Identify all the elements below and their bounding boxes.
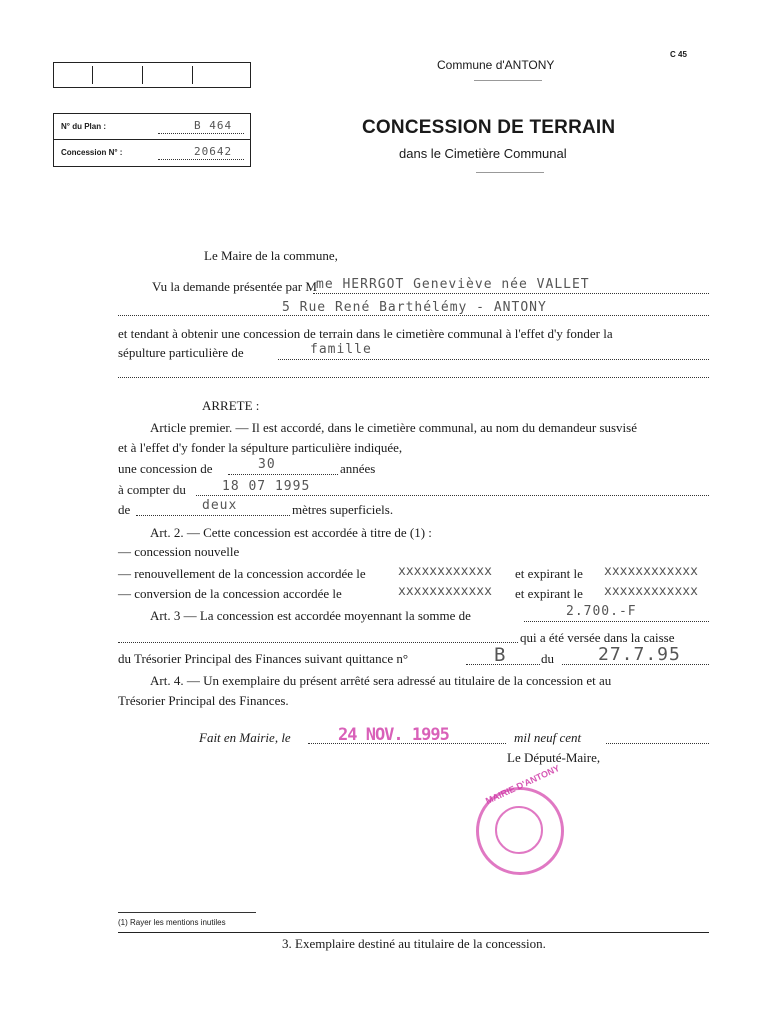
commune-underline bbox=[474, 80, 542, 81]
plan-box bbox=[53, 113, 251, 167]
code-box-divider bbox=[92, 66, 93, 84]
adresse-dots bbox=[118, 315, 709, 316]
arrete-heading: ARRETE : bbox=[202, 398, 260, 413]
commune-name: Commune d'ANTONY bbox=[437, 58, 555, 72]
concession-number-value: 20642 bbox=[194, 145, 233, 158]
concession-nouvelle: — concession nouvelle bbox=[118, 544, 240, 559]
metres-label: mètres superficiels. bbox=[292, 502, 394, 517]
date-debut-value: 18 07 1995 bbox=[222, 479, 311, 494]
quittance-value: B bbox=[494, 644, 507, 666]
code-box-divider bbox=[192, 66, 193, 84]
tresorier-line: du Trésorier Principal des Finances suivant quittance n° bbox=[118, 651, 409, 666]
conversion-expirant-label: et expirant le bbox=[515, 586, 583, 601]
date-stamp: 24 NOV. 1995 bbox=[338, 725, 449, 745]
surface-dots bbox=[136, 515, 290, 516]
date-debut-dots bbox=[196, 495, 709, 496]
demande-prefix: Vu la demande présentée par M bbox=[152, 279, 317, 294]
annees-label: années bbox=[340, 461, 376, 476]
footer-rule bbox=[118, 932, 709, 933]
sepulture-dots bbox=[278, 359, 709, 360]
conversion-crossed-date: xxxxxxxxxxxx bbox=[398, 584, 492, 599]
plan-number-dots bbox=[158, 133, 244, 134]
conversion-crossed-expiry: xxxxxxxxxxxx bbox=[604, 584, 698, 599]
demandeur-dots bbox=[313, 293, 709, 294]
sepulture-prefix: sépulture particulière de bbox=[118, 345, 244, 360]
article4-line1: Art. 4. — Un exemplaire du présent arrêté sera adressé au titulaire de la concession et au bbox=[150, 673, 612, 688]
a-compter-label: à compter du bbox=[118, 482, 186, 497]
du-label: du bbox=[541, 651, 554, 666]
tendant-line: et tendant à obtenir une concession de terrain dans le cimetière communal à l'effet d'y fonder la bbox=[118, 326, 613, 341]
document-subtitle: dans le Cimetière Communal bbox=[399, 146, 567, 161]
signataire-label: Le Député-Maire, bbox=[507, 750, 601, 765]
maire-line: Le Maire de la commune, bbox=[204, 248, 338, 263]
document-title: CONCESSION DE TERRAIN bbox=[362, 117, 616, 138]
renouvellement-expirant-label: et expirant le bbox=[515, 566, 583, 581]
fait-en-mairie-label: Fait en Mairie, le bbox=[199, 730, 291, 745]
date-quittance-value: 27.7.95 bbox=[598, 644, 681, 665]
duree-dots bbox=[228, 474, 338, 475]
seal-inner-ring bbox=[495, 806, 543, 854]
duree-value: 30 bbox=[258, 457, 276, 472]
mil-neuf-cent-label: mil neuf cent bbox=[514, 730, 582, 745]
demandeur-name: me HERRGOT Geneviève née VALLET bbox=[316, 277, 590, 292]
somme-lettres-dots bbox=[118, 642, 518, 643]
plan-number-value: B 464 bbox=[194, 119, 233, 132]
plan-number-label: N° du Plan : bbox=[61, 122, 106, 131]
renouvellement-crossed-expiry: xxxxxxxxxxxx bbox=[604, 564, 698, 579]
somme-dots bbox=[524, 621, 709, 622]
footnote-text: (1) Rayer les mentions inutiles bbox=[118, 918, 226, 927]
surface-value: deux bbox=[202, 498, 238, 513]
de-label: de bbox=[118, 502, 131, 517]
footnote-rule bbox=[118, 912, 256, 913]
renouvellement-crossed-date: xxxxxxxxxxxx bbox=[398, 564, 492, 579]
annee-dots bbox=[606, 743, 709, 744]
exemplaire-line: 3. Exemplaire destiné au titulaire de la concession. bbox=[282, 936, 546, 951]
concession-number-label: Concession N° : bbox=[61, 148, 123, 157]
article1-line1: Article premier. — Il est accordé, dans le cimetière communal, au nom du demandeur susvisé bbox=[150, 420, 637, 435]
plan-box-separator bbox=[54, 139, 250, 140]
article3-line: Art. 3 — La concession est accordée moyennant la somme de bbox=[150, 608, 471, 623]
adresse-value: 5 Rue René Barthélémy - ANTONY bbox=[282, 300, 547, 315]
sepulture-value: famille bbox=[310, 342, 372, 357]
concession-number-dots bbox=[158, 159, 244, 160]
article4-line2: Trésorier Principal des Finances. bbox=[118, 693, 289, 708]
conversion-label: — conversion de la concession accordée le bbox=[118, 586, 342, 601]
somme-value: 2.700.-F bbox=[566, 604, 637, 619]
renouvellement-label: — renouvellement de la concession accordée le bbox=[118, 566, 366, 581]
versee-label: qui a été versée dans la caisse bbox=[520, 630, 675, 645]
article1-line2: et à l'effet d'y fonder la sépulture particulière indiquée, bbox=[118, 440, 403, 455]
seal-text: MAIRIE D'ANTONY bbox=[484, 762, 562, 807]
form-code: C 45 bbox=[670, 50, 687, 59]
concession-de-label: une concession de bbox=[118, 461, 213, 476]
article2-heading: Art. 2. — Cette concession est accordée à titre de (1) : bbox=[150, 525, 432, 540]
code-box-divider bbox=[142, 66, 143, 84]
sepulture-extra-dots bbox=[118, 377, 709, 378]
subtitle-underline bbox=[476, 172, 544, 173]
reference-code-box bbox=[53, 62, 251, 88]
